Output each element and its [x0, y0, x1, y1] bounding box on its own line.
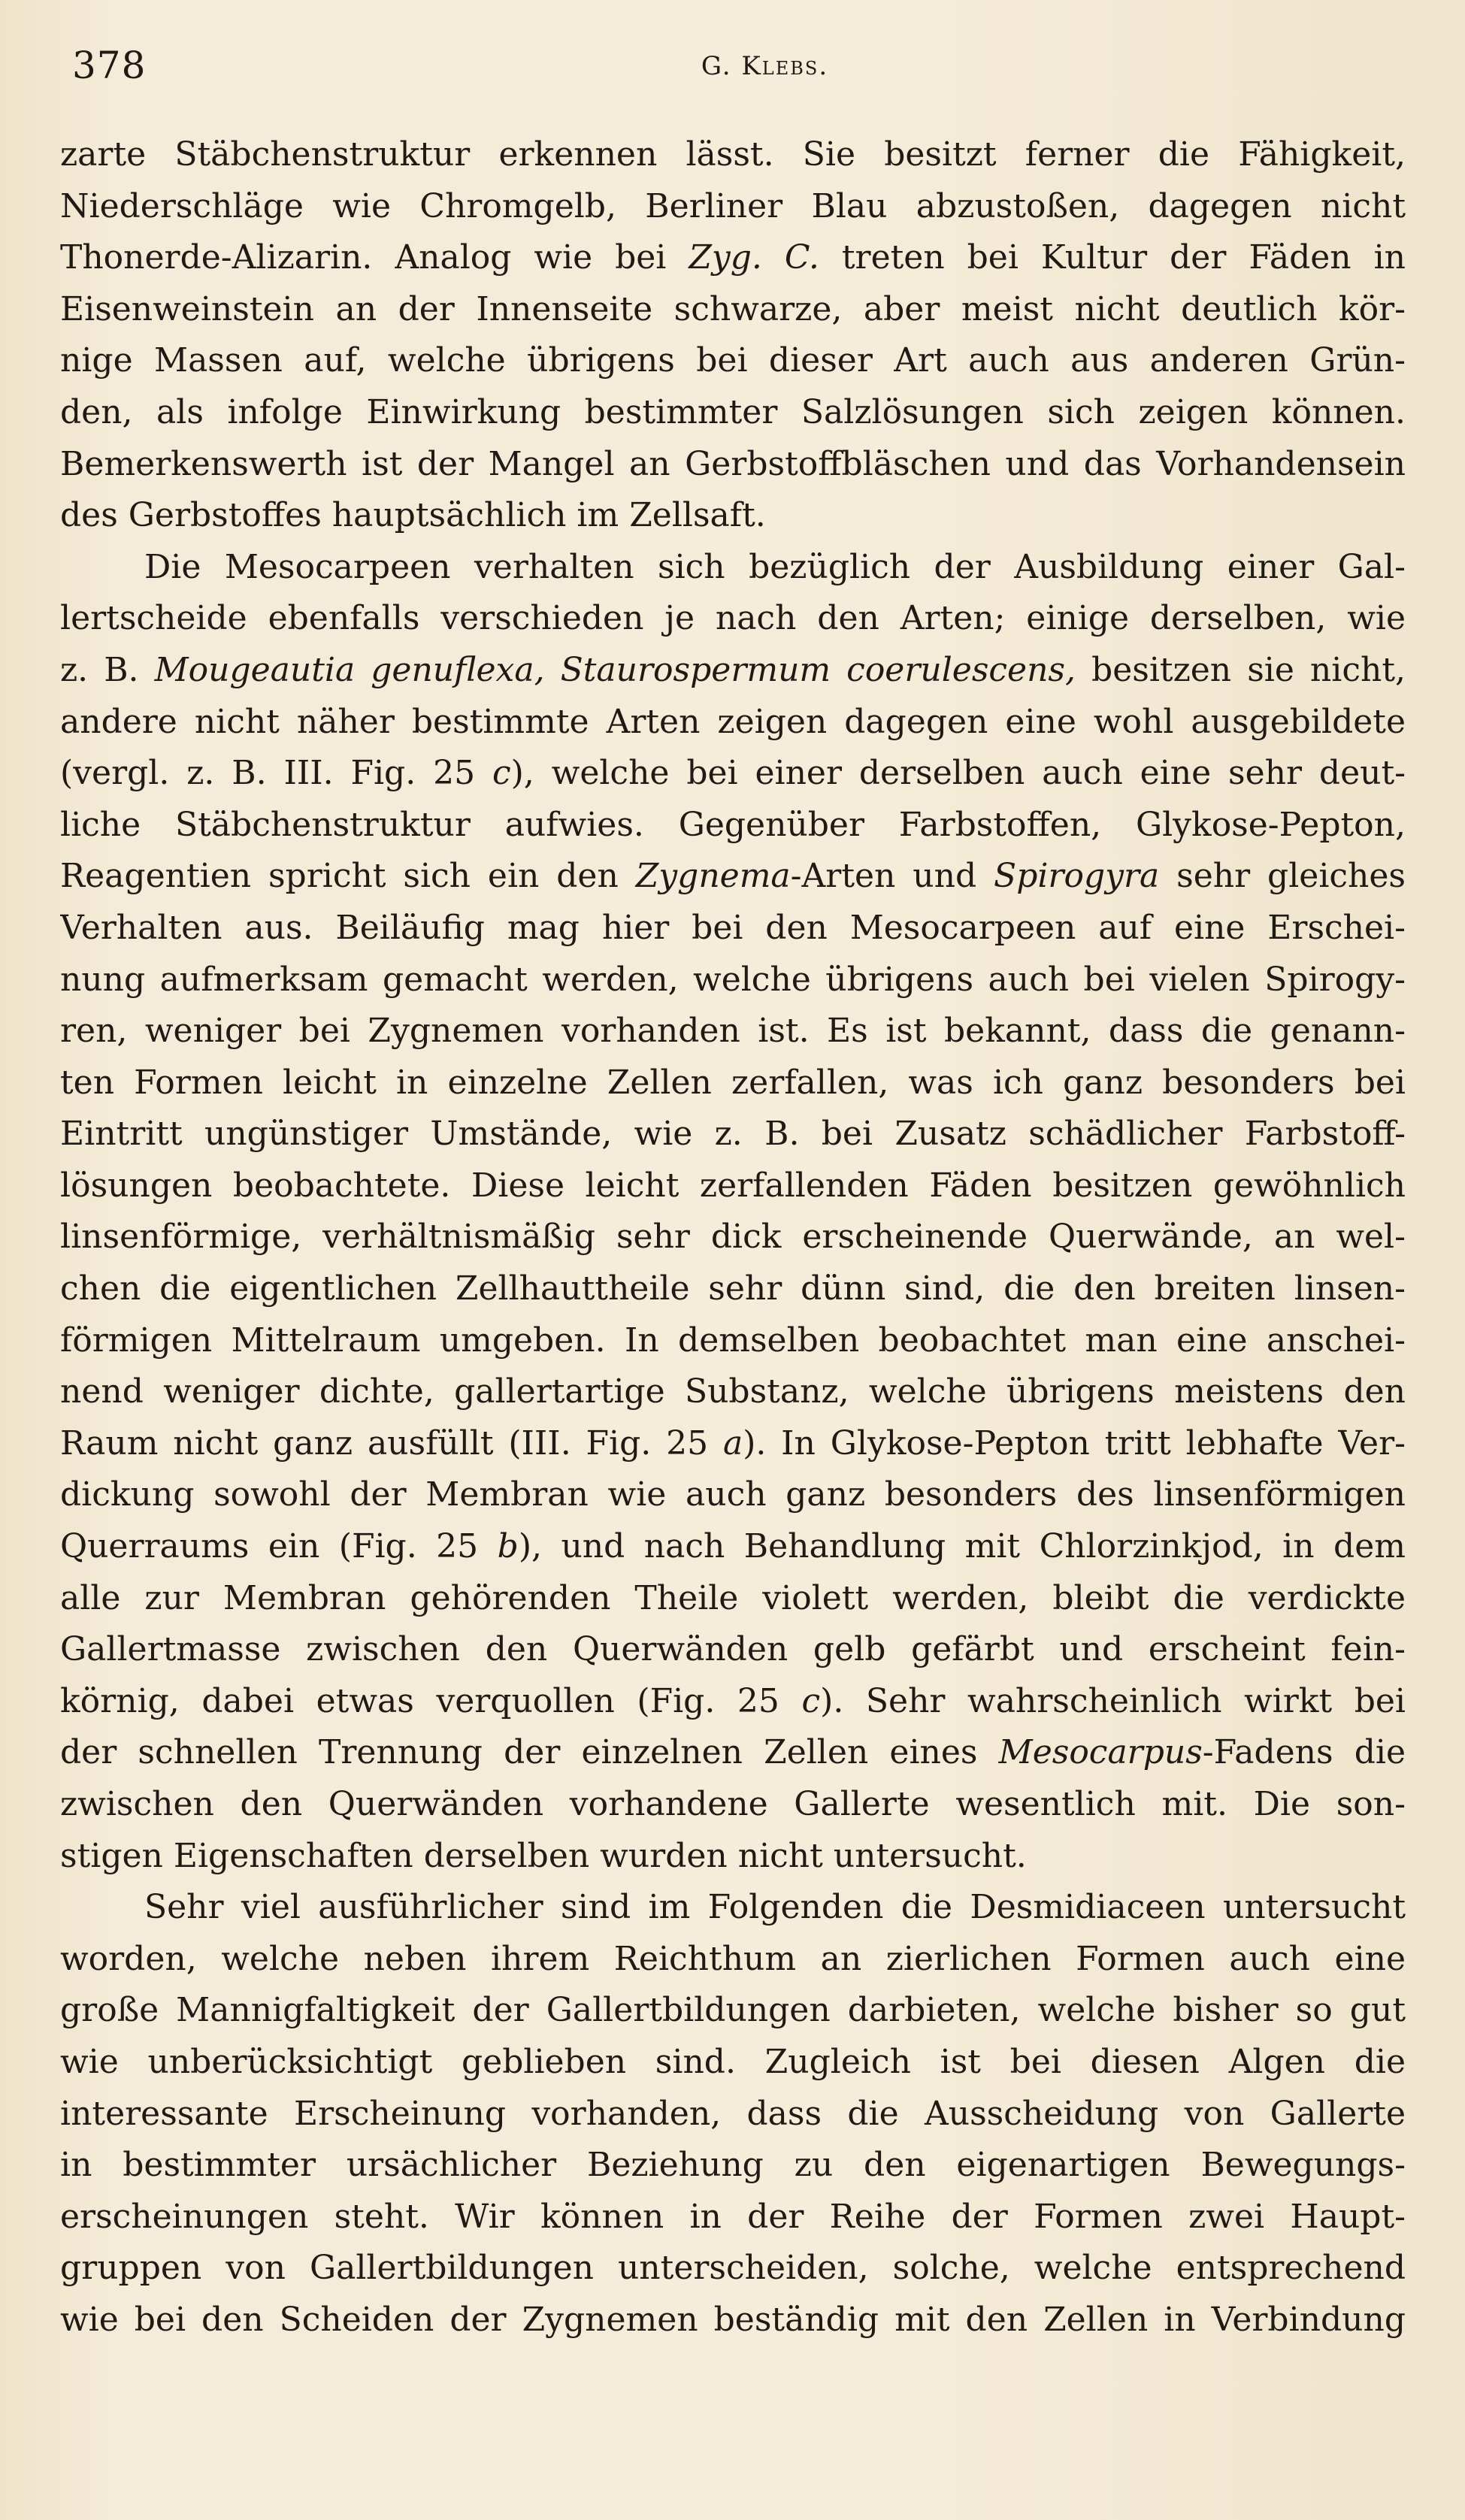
- italic-text: c: [492, 754, 511, 793]
- text-run: -Arten und: [790, 857, 994, 896]
- text-run: zarte Stäbchenstruktur erkennen lässt. Sie besitzt ferner die Fähigkeit,: [60, 135, 1406, 174]
- text-run: ). In Glykose-Pepton tritt lebhafte Ver-: [743, 1423, 1406, 1463]
- text-run: erscheinungen steht. Wir können in der Reihe der Formen zwei Haupt-: [60, 2197, 1406, 2236]
- page-header: [72, 44, 1412, 96]
- italic-text: c: [801, 1681, 821, 1720]
- text-line: [60, 284, 1406, 336]
- text-run: ), welche bei einer derselben auch eine sehr deut-: [510, 754, 1406, 793]
- text-run: dickung sowohl der Membran wie auch ganz besonders des linsenförmigen: [60, 1475, 1406, 1514]
- text-line: [60, 1934, 1406, 1986]
- text-run: worden, welche neben ihrem Reichthum an zierlichen Formen auch eine: [60, 1939, 1406, 1978]
- text-run: ). Sehr wahrscheinlich wirkt bei: [820, 1681, 1406, 1720]
- italic-text: Zygnema: [635, 857, 791, 896]
- text-run: Gallertmasse zwischen den Querwänden gelb gefärbt und erscheint fein-: [60, 1630, 1406, 1669]
- text-line: [60, 1469, 1406, 1521]
- text-line: [60, 1263, 1406, 1315]
- text-line: [60, 1366, 1406, 1418]
- text-line: [60, 903, 1406, 954]
- text-run: große Mannigfaltigkeit der Gallertbildungen darbieten, welche bisher so gut: [60, 1991, 1406, 2030]
- text-run: Raum nicht ganz ausfüllt (III. Fig. 25: [60, 1423, 723, 1463]
- text-run: wie unberücksichtigt geblieben sind. Zugleich ist bei diesen Algen die: [60, 2042, 1406, 2081]
- text-line: [60, 1882, 1406, 1934]
- text-run: linsenförmige, verhältnismäßig sehr dick erscheinende Querwände, an wel-: [60, 1218, 1406, 1257]
- text-line: [60, 542, 1406, 594]
- italic-text: Mesocarpus: [998, 1733, 1203, 1772]
- text-line: [60, 1315, 1406, 1367]
- text-run: gruppen von Gallertbildungen unterscheiden, solche, welche entsprechend: [60, 2249, 1406, 2288]
- text-run: alle zur Membran gehörenden Theile violett werden, bleibt die verdickte: [60, 1578, 1406, 1617]
- text-run: interessante Erscheinung vorhanden, dass die Ausscheidung von Gallerte: [60, 2094, 1406, 2133]
- text-run: ten Formen leicht in einzelne Zellen zerfallen, was ich ganz besonders bei: [60, 1063, 1406, 1102]
- italic-text: Mougeautia genuflexa, Staurospermum coerulescens,: [154, 650, 1076, 689]
- text-line: [60, 1521, 1406, 1573]
- text-line: [60, 1985, 1406, 2037]
- text-line: [60, 1624, 1406, 1676]
- text-run: lösungen beobachtete. Diese leicht zerfallenden Fäden besitzen gewöhnlich: [60, 1166, 1406, 1205]
- text-run: des Gerbstoffes hauptsächlich im Zellsaft.: [60, 496, 766, 535]
- page-number: 378: [72, 44, 147, 87]
- text-line: [60, 1212, 1406, 1263]
- text-run: Verhalten aus. Beiläufig mag hier bei den Mesocarpeen auf eine Erschei-: [60, 908, 1406, 947]
- text-run: nend weniger dichte, gallertartige Substanz, welche übrigens meistens den: [60, 1372, 1406, 1411]
- text-run: Sehr viel ausführlicher sind im Folgenden die Desmidiaceen untersucht: [144, 1888, 1406, 1927]
- text-line: [60, 439, 1406, 491]
- italic-text: Spirogyra: [994, 857, 1160, 896]
- text-run: Die Mesocarpeen verhalten sich bezüglich der Ausbildung einer Gal-: [144, 547, 1406, 586]
- text-run: Eisenweinstein an der Innenseite schwarze, aber meist nicht deutlich kör-: [60, 289, 1406, 328]
- text-run: der schnellen Trennung der einzelnen Zellen eines: [60, 1733, 999, 1772]
- text-run: andere nicht näher bestimmte Arten zeigen dagegen eine wohl ausgebildete: [60, 702, 1406, 741]
- text-run: in bestimmter ursächlicher Beziehung zu den eigenartigen Bewegungs-: [60, 2146, 1406, 2185]
- text-line: [60, 1057, 1406, 1109]
- text-run: Eintritt ungünstiger Umstände, wie z. B. bei Zusatz schädlicher Farbstoff-: [60, 1115, 1406, 1154]
- text-line: [60, 800, 1406, 852]
- text-line: [60, 1006, 1406, 1057]
- text-run: körnig, dabei etwas verquollen (Fig. 25: [60, 1681, 802, 1720]
- text-run: ren, weniger bei Zygnemen vorhanden ist. Es ist bekannt, dass die genann-: [60, 1012, 1406, 1051]
- text-line: [60, 2037, 1406, 2089]
- text-run: stigen Eigenschaften derselben wurden nicht untersucht.: [60, 1836, 1027, 1875]
- text-run: den, als infolge Einwirkung bestimmter Salzlösungen sich zeigen können.: [60, 392, 1406, 431]
- text-run: Reagentien spricht sich ein den: [60, 857, 636, 896]
- text-run: (vergl. z. B. III. Fig. 25: [60, 754, 492, 793]
- text-line: [60, 490, 1406, 542]
- text-line: [60, 387, 1406, 439]
- text-run: zwischen den Querwänden vorhandene Gallerte wesentlich mit. Die son-: [60, 1785, 1406, 1823]
- text-line: [60, 2089, 1406, 2140]
- text-line: [60, 1418, 1406, 1470]
- text-line: [60, 1109, 1406, 1160]
- text-run: Thonerde-Alizarin. Analog wie bei: [60, 238, 689, 277]
- body-text: [60, 129, 1406, 2346]
- text-run: Querraums ein (Fig. 25: [60, 1527, 498, 1566]
- text-line: [60, 335, 1406, 387]
- text-run: -Fadens die: [1202, 1733, 1406, 1772]
- text-line: [60, 697, 1406, 749]
- text-line: [60, 1160, 1406, 1212]
- text-run: sehr gleiches: [1159, 857, 1406, 896]
- text-run: treten bei Kultur der Fäden in: [819, 238, 1406, 277]
- text-line: [60, 1727, 1406, 1779]
- text-run: z. B.: [60, 650, 155, 689]
- text-run: chen die eigentlichen Zellhauttheile sehr dünn sind, die den breiten linsen-: [60, 1269, 1406, 1308]
- italic-text: a: [722, 1423, 743, 1463]
- text-line: [60, 2243, 1406, 2295]
- text-line: [60, 645, 1406, 697]
- text-run: liche Stäbchenstruktur aufwies. Gegenüber Farbstoffen, Glykose-Pepton,: [60, 805, 1406, 844]
- italic-text: Zyg. C.: [689, 238, 819, 277]
- text-run: nige Massen auf, welche übrigens bei dieser Art auch aus anderen Grün-: [60, 341, 1406, 380]
- text-line: [60, 181, 1406, 233]
- text-line: [60, 954, 1406, 1006]
- text-line: [60, 1831, 1406, 1883]
- text-line: [60, 1779, 1406, 1831]
- text-run: Bemerkenswerth ist der Mangel an Gerbstoffbläschen und das Vorhandensein: [60, 444, 1406, 483]
- text-run: Niederschläge wie Chromgelb, Berliner Blau abzustoßen, dagegen nicht: [60, 186, 1406, 225]
- text-line: [60, 593, 1406, 645]
- text-line: [60, 2295, 1406, 2346]
- text-line: [60, 129, 1406, 181]
- text-run: lertscheide ebenfalls verschieden je nach den Arten; einige derselben, wie: [60, 599, 1406, 638]
- text-line: [60, 2192, 1406, 2243]
- text-line: [60, 2140, 1406, 2192]
- text-run: wie bei den Scheiden der Zygnemen beständig mit den Zellen in Verbindung: [60, 2300, 1406, 2339]
- text-line: [60, 748, 1406, 800]
- text-line: [60, 851, 1406, 903]
- text-run: nung aufmerksam gemacht werden, welche übrigens auch bei vielen Spirogy-: [60, 960, 1406, 999]
- text-run: besitzen sie nicht,: [1076, 650, 1406, 689]
- italic-text: b: [497, 1527, 519, 1566]
- text-run: förmigen Mittelraum umgeben. In demselben beobachtet man eine anschei-: [60, 1321, 1406, 1360]
- text-line: [60, 232, 1406, 284]
- text-run: ), und nach Behandlung mit Chlorzinkjod, in dem: [518, 1527, 1406, 1566]
- text-line: [60, 1676, 1406, 1728]
- running-head: G. Klebs.: [701, 51, 829, 81]
- text-line: [60, 1573, 1406, 1625]
